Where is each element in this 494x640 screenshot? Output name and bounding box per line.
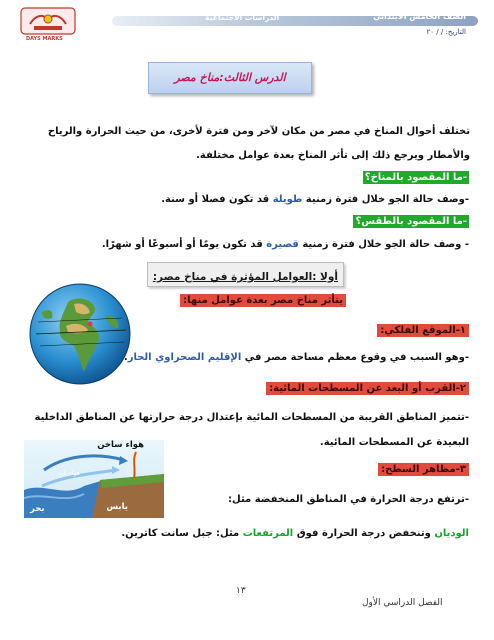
question-weather: [353, 216, 469, 227]
page-number: ١٣: [236, 586, 246, 596]
hot-air-label: هواء ساخن: [97, 440, 144, 450]
factor-1-text: -وهو السبب في وقوع معظم مساحة مصر في: [241, 352, 469, 363]
factor-3-line-2: [121, 528, 469, 539]
factor-1: [377, 325, 469, 336]
answer-weather-end: قد تكون يومًا أو أسبوعًا أو شهرًا.: [101, 239, 267, 250]
question-weather-label: -ما المقصود بالطقس؟: [355, 216, 467, 227]
lesson-title-box: [148, 62, 312, 94]
factor-2-label: ٢-القرب أو البعد عن المسطحات المائية:: [266, 382, 469, 395]
question-climate-label: -ما المقصود بالمناخ؟: [364, 172, 467, 183]
factor-3-highlight-heights: المرتفعات: [242, 528, 294, 539]
factor-3-label: ٣-مظاهر السطح:: [378, 463, 469, 476]
factor-2-line-2: البعيدة عن المسطحات المائية.: [319, 437, 469, 448]
answer-weather-highlight: قصيرة: [266, 239, 299, 250]
factor-1-label: ١-الموقع الفلكي:: [377, 324, 469, 337]
lesson-title: الدرس الثالث:مناخ مصر: [174, 71, 286, 84]
factors-intro: [180, 295, 346, 306]
subject-label: الدراسات الاجتماعية: [205, 13, 280, 22]
factor-2: [266, 383, 469, 394]
factor-3-end: مثل: جبل سانت كاترين.: [121, 528, 243, 539]
factor-1-desc: [124, 352, 469, 363]
factor-3-text: وتنخفض درجة الحرارة فوق: [293, 528, 435, 539]
footer-term: الفصل الدراسي الأول: [362, 598, 443, 608]
factor-3-line-1: -ترتفع درجة الحرارة في المناطق المنخفضة مثل:: [228, 494, 469, 505]
factor-1-highlight: الإقليم الصحراوي الحار: [127, 352, 242, 363]
cold-air-label: هواء بارد: [58, 470, 80, 477]
grade-label: الصف الخامس الابتدائي: [373, 12, 466, 21]
globe-image: [28, 282, 132, 386]
intro-line-1: تختلف أحوال المناخ في مصر من مكان لآخر ومن فترة لأخرى، من حيث الحرارة والرياح: [47, 126, 470, 137]
intro-line-2: والأمطار ويرجع ذلك إلى تأثر المناخ بعدة عوامل مختلفة.: [196, 150, 470, 161]
sea-label: بحر: [30, 504, 45, 514]
sea-breeze-illustration: [24, 440, 164, 518]
factor-2-line-1: -تتميز المناطق القريبة من المسطحات المائية بإعتدال درجة حرارتها عن المناطق الداخلية: [34, 412, 469, 423]
factor-3-highlight-valleys: الوديان: [434, 528, 469, 539]
answer-climate-highlight: طويلة: [272, 194, 303, 205]
sea-breeze-diagram: [24, 440, 164, 518]
section-heading-factors: [147, 262, 344, 287]
section-heading-text: أولا :العوامل المؤثرة في مناخ مصر:: [152, 271, 338, 283]
answer-climate-end: قد تكون فصلا أو سنة.: [161, 194, 273, 205]
school-logo: [20, 6, 76, 40]
page-header: [20, 6, 478, 42]
date-label: التاريخ: / / ٢٠: [426, 28, 466, 36]
land-label: يابس: [106, 502, 128, 512]
logo-caption: DAYS MARKS: [26, 36, 63, 42]
answer-climate-text: -وصف حالة الجو خلال فترة زمنية: [302, 194, 469, 205]
answer-weather: [102, 239, 469, 250]
factor-1-end: .: [123, 352, 128, 363]
answer-climate: [161, 194, 469, 205]
factors-intro-label: يتأثر مناخ مصر بعدة عوامل منها:: [180, 294, 346, 307]
answer-weather-text: - وصف حالة الجو خلال فترة زمنية: [298, 239, 469, 250]
question-climate: [363, 172, 469, 183]
factor-3: [378, 464, 469, 475]
